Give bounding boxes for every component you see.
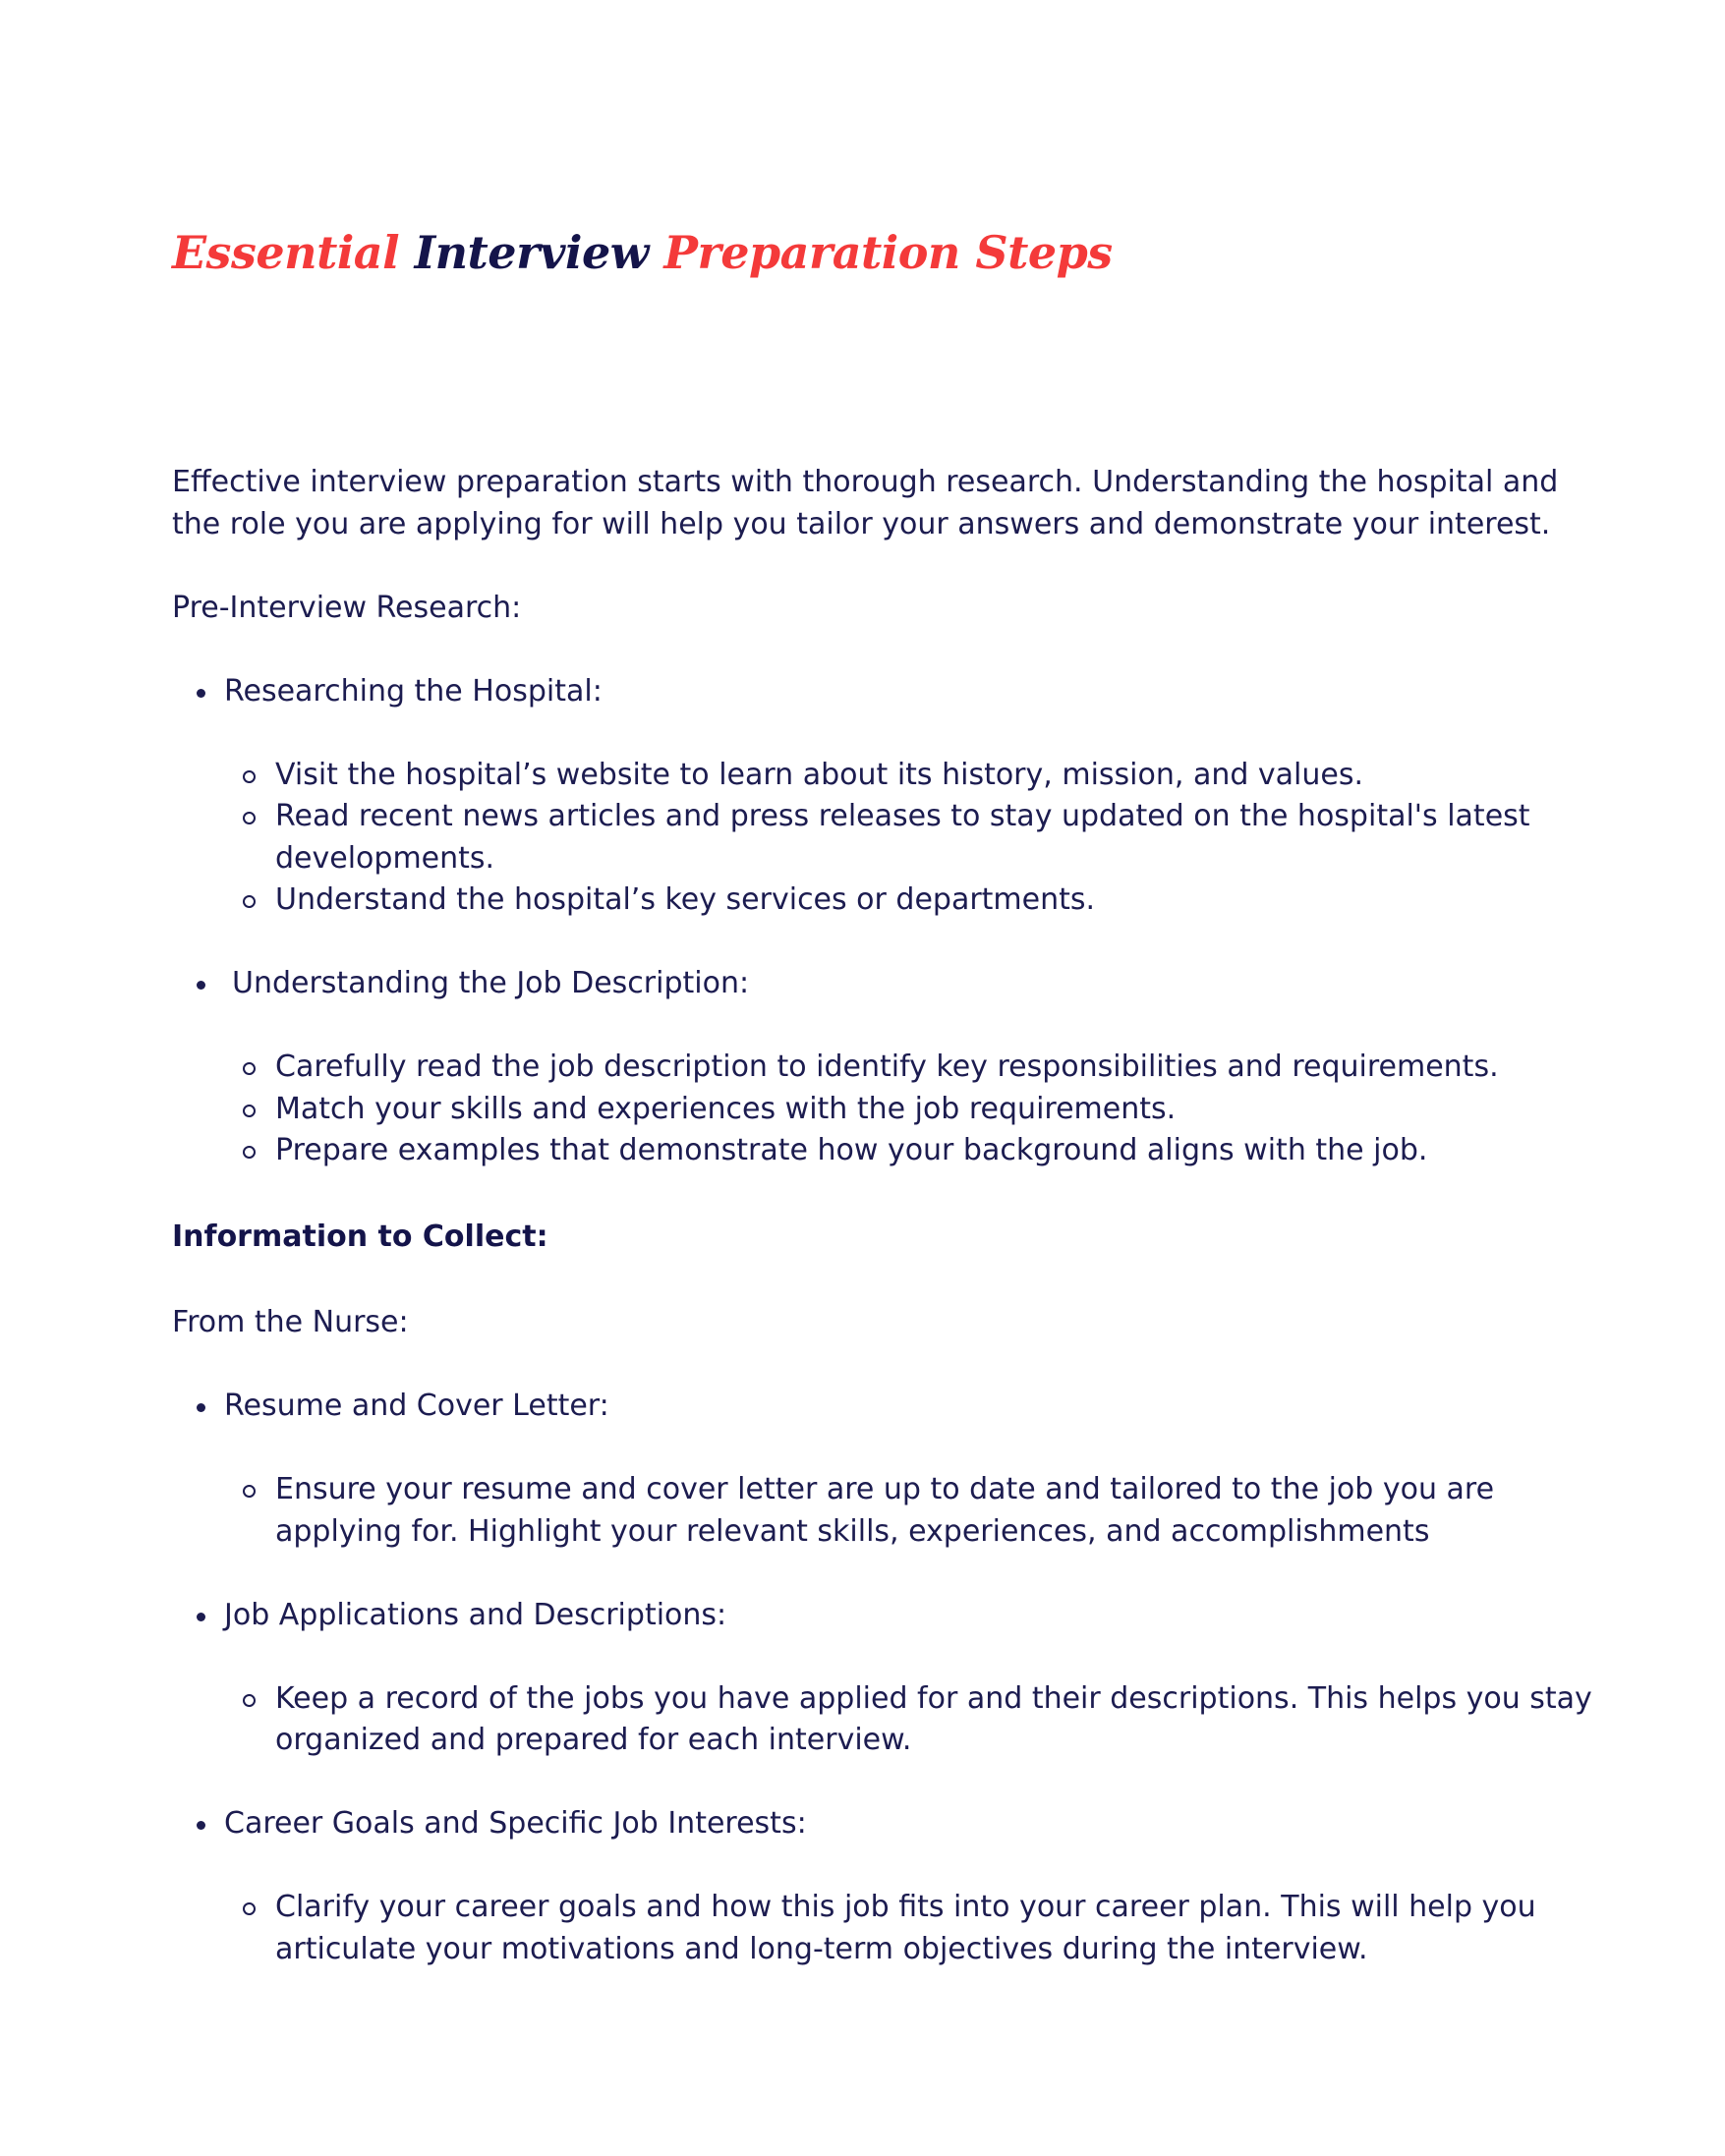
sub-bullet-circle	[243, 1694, 256, 1707]
sub-bullet-circle	[243, 1902, 256, 1915]
bullet-dot	[197, 689, 205, 698]
sub-bullet-circle	[243, 1485, 256, 1498]
bullet-dot	[197, 1821, 205, 1830]
bullet-career-goals	[172, 1803, 1607, 1845]
sub-bullet-text: Match your skills and experiences with the job requirements.	[275, 1091, 1177, 1126]
title-part-preparation-steps: Preparation Steps	[663, 226, 1113, 279]
title-part-interview: Interview	[414, 226, 649, 279]
sub-bullet-item	[172, 1469, 1607, 1553]
section-label-pre-interview-research: Pre-Interview Research:	[172, 590, 522, 625]
bullet-label: Career Goals and Specific Job Interests:	[224, 1806, 807, 1841]
bullet-researching-hospital	[172, 671, 1607, 713]
bullet-job-applications	[172, 1595, 1607, 1637]
sub-bullet-circle	[243, 1062, 256, 1075]
sub-bullet-circle	[243, 895, 256, 908]
bullet-dot	[197, 1613, 205, 1621]
title-part-essential: Essential	[172, 226, 400, 279]
sub-bullet-item	[172, 1089, 1607, 1131]
sub-bullet-text: Understand the hospital’s key services or departments.	[275, 882, 1096, 917]
sub-bullet-item	[172, 1047, 1607, 1089]
bullet-label: Resume and Cover Letter:	[224, 1389, 609, 1423]
bullet-label: Job Applications and Descriptions:	[224, 1597, 727, 1632]
sub-bullet-text: Visit the hospital’s website to learn about its history, mission, and values.	[275, 757, 1364, 792]
sub-bullet-text: Prepare examples that demonstrate how your background aligns with the job.	[275, 1133, 1428, 1167]
sub-bullet-circle	[243, 1105, 256, 1117]
bullet-label: Understanding the Job Description:	[232, 966, 750, 1000]
sub-bullet-item	[172, 1678, 1607, 1762]
sub-bullet-text: Clarify your career goals and how this job fits into your career plan. This will help you articulate your motivations and long-term objectives during the interview.	[275, 1890, 1536, 1966]
intro-paragraph: Effective interview preparation starts with thorough research. Understanding the hospital and the role you are applying for will help you tailor your answers and demonstrate your interest.	[172, 465, 1559, 541]
page-title	[172, 218, 1113, 287]
sub-bullet-text: Keep a record of the jobs you have applied for and their descriptions. This helps you stay organized and prepared for each interview.	[275, 1680, 1592, 1757]
section-heading-information-to-collect: Information to Collect:	[172, 1219, 548, 1254]
sub-bullet-item	[172, 755, 1607, 797]
sub-bullet-item	[172, 796, 1607, 879]
section-label-from-the-nurse: From the Nurse:	[172, 1305, 409, 1339]
sub-bullet-text: Read recent news articles and press releases to stay updated on the hospital's latest developments.	[275, 799, 1530, 876]
bullet-label: Researching the Hospital:	[224, 673, 603, 709]
sub-bullet-text: Ensure your resume and cover letter are up to date and tailored to the job you are applying for. Highlight your relevant skills, experiences, and accomplishments	[275, 1472, 1495, 1549]
sub-bullet-item	[172, 879, 1607, 922]
sub-bullet-circle	[243, 1146, 256, 1159]
sub-bullet-circle	[243, 812, 256, 824]
sub-bullet-text: Carefully read the job description to identify key responsibilities and requirements.	[275, 1050, 1499, 1084]
bullet-dot	[197, 1403, 205, 1412]
sub-bullet-item	[172, 1887, 1607, 1970]
document-body	[172, 462, 1607, 1970]
bullet-resume-cover-letter	[172, 1386, 1607, 1428]
bullet-dot	[197, 981, 205, 990]
bullet-understanding-job-description	[172, 963, 1607, 1005]
sub-bullet-circle	[243, 770, 256, 783]
sub-bullet-item	[172, 1130, 1607, 1172]
